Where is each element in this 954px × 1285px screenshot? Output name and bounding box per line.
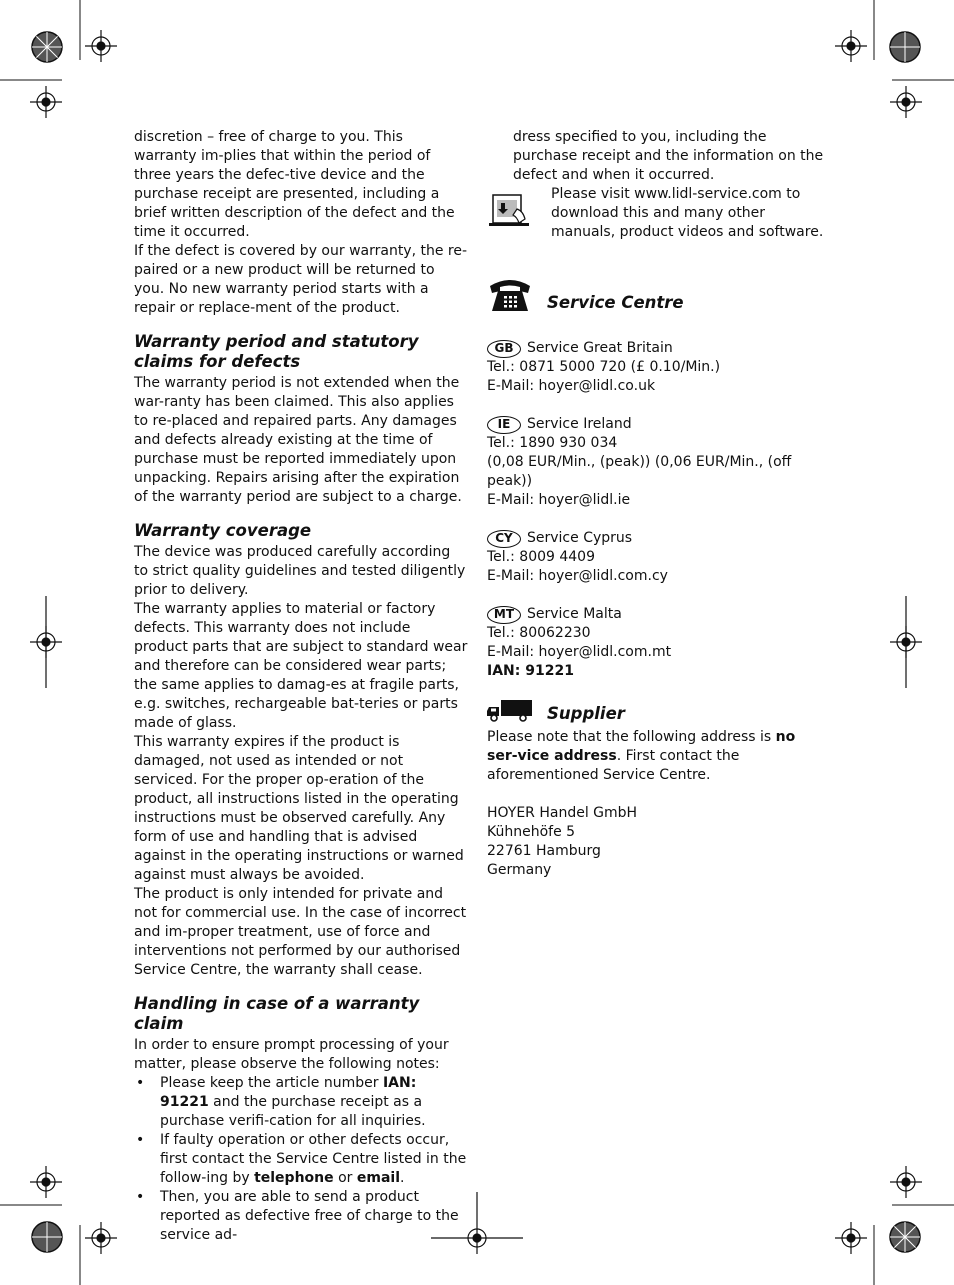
service-email: E-Mail: hoyer@lidl.com.mt xyxy=(487,644,672,660)
country-badge: GB xyxy=(487,340,521,358)
notes-list xyxy=(134,1074,468,1245)
supplier-heading: Supplier xyxy=(547,704,625,723)
body-paragraph: In order to ensure prompt processing of your matter, please observe the following notes: xyxy=(134,1037,449,1072)
section-heading-warranty-claim: Handling in case of a warranty claim xyxy=(134,994,420,1033)
address-line: 22761 Hamburg xyxy=(487,843,601,859)
manual-download-note xyxy=(487,185,827,242)
service-entry-cy xyxy=(487,529,827,586)
service-centre-heading: Service Centre xyxy=(547,293,684,312)
service-tel: Tel.: 80062230 xyxy=(487,625,591,641)
service-name: Service Cyprus xyxy=(527,530,633,546)
service-email: E-Mail: hoyer@lidl.co.uk xyxy=(487,378,656,394)
visit-text: Please visit www.lidl-service.com to download this and many other manuals, product videos and software. xyxy=(551,186,824,240)
list-item: • Please keep the article number IAN: 91221 and the purchase receipt as a purchase verifi-cation for all inquiries. xyxy=(134,1074,468,1131)
truck-icon xyxy=(487,700,533,728)
service-entry-gb xyxy=(487,339,827,396)
country-badge: CY xyxy=(487,530,521,548)
ian-number: IAN: 91221 xyxy=(487,663,574,679)
continued-bullet-text: dress specified to you, including the purchase receipt and the information on the defect and when it occurred. xyxy=(513,129,824,183)
supplier-note: Please note that the following address is no ser-vice address. First contact the aforementioned Service Centre. xyxy=(487,729,796,783)
service-name: Service Ireland xyxy=(527,416,632,432)
service-rates: (0,08 EUR/Min., (peak)) (0,06 EUR/Min., (off peak)) xyxy=(487,454,792,489)
body-paragraph: This warranty expires if the product is damaged, not used as intended or not serviced. For the proper op-eration of the product, all instructions listed in the operating instructions must be observed carefully. Any form of use and handling that is advised against in the operating instructions or warned against must always be avoided. xyxy=(134,734,464,883)
section-heading-warranty-coverage: Warranty coverage xyxy=(134,521,312,540)
service-entry-mt xyxy=(487,605,827,662)
supplier-header xyxy=(487,700,827,728)
service-email: E-Mail: hoyer@lidl.com.cy xyxy=(487,568,668,584)
address-line: Germany xyxy=(487,862,552,878)
service-centre-header xyxy=(487,276,827,320)
list-item: • If faulty operation or other defects occur, first contact the Service Centre listed in the follow-ing by telephone or email. xyxy=(134,1131,468,1188)
section-heading-warranty-period: Warranty period and statutory claims for defects xyxy=(134,332,419,371)
telephone-icon xyxy=(487,276,533,320)
service-name: Service Malta xyxy=(527,606,622,622)
address-line: Kühnehöfe 5 xyxy=(487,824,576,840)
service-entry-ie xyxy=(487,415,827,510)
service-email: E-Mail: hoyer@lidl.ie xyxy=(487,492,631,508)
intro-paragraph: If the defect is covered by our warranty, the re-paired or a new product will be returned to you. No new warranty period starts with a repair or replace-ment of the product. xyxy=(134,243,468,316)
body-paragraph: The device was produced carefully according to strict quality guidelines and tested diligently prior to delivery. xyxy=(134,544,466,598)
country-badge: MT xyxy=(487,606,521,624)
intro-paragraph: discretion – free of charge to you. This warranty im-plies that within the period of three years the defec-tive device and the purchase receipt are presented, including a brief written description of the defect and the time it occurred. xyxy=(134,129,455,240)
service-tel: Tel.: 0871 5000 720 (£ 0.10/Min.) xyxy=(487,359,721,375)
supplier-address xyxy=(487,804,827,880)
right-column xyxy=(487,128,827,880)
address-line: HOYER Handel GmbH xyxy=(487,805,638,821)
left-column xyxy=(134,128,468,1245)
body-paragraph: The warranty period is not extended when the war-ranty has been claimed. This also applies to re-placed and repaired parts. Any damages and defects already existing at the time of purchase must be reported immediately upon unpacking. Repairs arising after the expiration of the warranty period are subject to a charge. xyxy=(134,375,462,505)
service-tel: Tel.: 1890 930 034 xyxy=(487,435,618,451)
list-item: • Then, you are able to send a product reported as defective free of charge to the service ad- xyxy=(134,1188,468,1245)
country-badge: IE xyxy=(487,416,521,434)
body-paragraph: The product is only intended for private and not for commercial use. In the case of incorrect and im-proper treatment, use of force and interventions not performed by our authorised Service Centre, the warranty shall cease. xyxy=(134,886,467,978)
body-paragraph: The warranty applies to material or factory defects. This warranty does not include product parts that are subject to standard wear and therefore can be considered wear parts; the same applies to damag-es at fragile parts, e.g. switches, rechargeable bat-teries or parts made of glass. xyxy=(134,601,468,731)
service-tel: Tel.: 8009 4409 xyxy=(487,549,596,565)
manual-download-icon xyxy=(487,185,551,235)
service-name: Service Great Britain xyxy=(527,340,673,356)
